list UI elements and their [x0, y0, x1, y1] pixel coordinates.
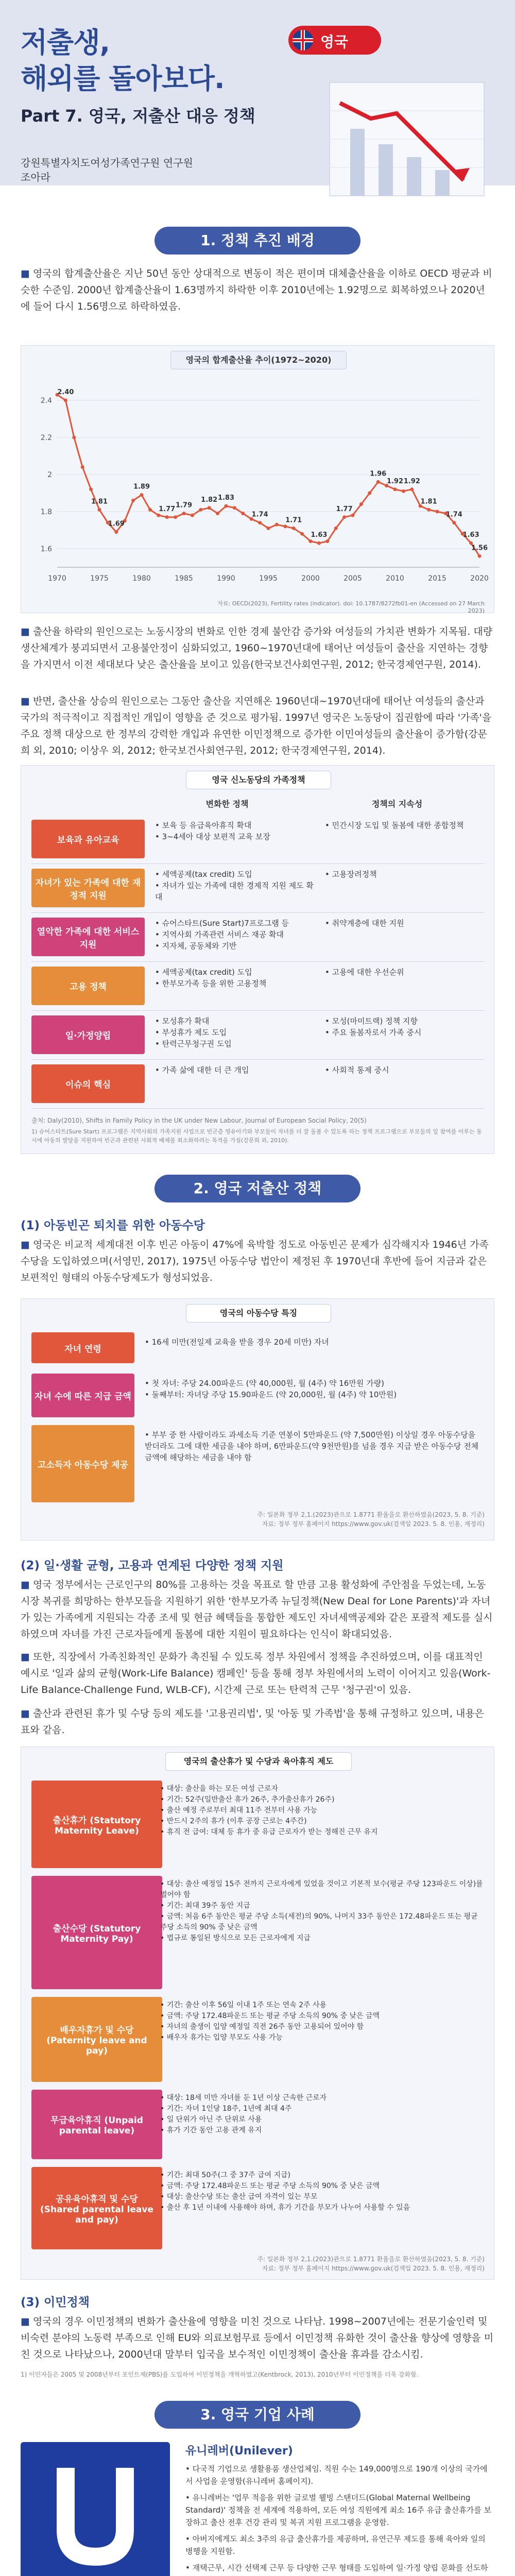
data-point — [241, 512, 245, 515]
x-tick-label: 2015 — [428, 574, 447, 583]
data-point — [81, 465, 84, 469]
table3-row-text: • 대상: 출산 예정일 15주 전까지 근로자에게 있었을 것이고 기본적 보수(평균 주당 123파운드 이상)를 벌어야 함 • 기간: 최대 39주 동안 지급 • 금액: 처음 6주 동안은 평균 주당 소득(세전)의 90%, 나머지 33주 동안은 172.48파운드 또는 평균 주당 소득의 90% 중 낮은 금액 • 법규로 통일된 방식으로 모든 근로자에게 지급 — [160, 1880, 483, 1942]
data-point — [208, 506, 211, 510]
data-point — [225, 504, 228, 508]
data-point — [393, 487, 397, 491]
x-tick-label: 1970 — [48, 574, 66, 583]
company-bullet-item: • 유니레버는 '업무 적응을 위한 글로벌 웰빙 스탠더드(Global Maternal Wellbeing Standard)' 정책을 전 세계에 적용하여, 모든 여성 직원에게 최소 16주 유급 출산휴가를 보장하고 출산 전후 건강 관리 및 복귀 지원 프로그램을 운영함. — [185, 2493, 491, 2527]
chart-title: 영국의 합계출산율 추이(1972~2020) — [170, 351, 347, 369]
data-point — [436, 510, 439, 514]
child-benefit-table — [21, 1298, 494, 1540]
data-point — [258, 521, 262, 524]
author-organization: 강원특별자치도여성가족연구원 연구원 — [21, 157, 193, 169]
section2-subtitle-3: (3) 이민정책 — [21, 2296, 90, 2309]
x-tick-label: 2020 — [470, 574, 489, 583]
data-point — [292, 527, 296, 530]
table1-changed-cell: • 슈어스타트(Sure Start)7프로그램 등 • 지역사회 가족관련 서비스 재공 확대 • 지자체, 공동체와 기반 — [155, 919, 289, 951]
data-point — [478, 554, 482, 558]
data-point — [410, 487, 414, 491]
x-tick-label: 1975 — [90, 574, 109, 583]
table3-source: 주: 일본화 정부 2,1.(2023)관으로 1.8771 환율을로 환산하였음(2023, 5. 8. 기준) 자료: 정부 정부 홈페이지 https://www.gov.uk(검색일 2023. 5. 8. 인용, 재정리) — [257, 2256, 485, 2272]
data-label: 1.82 — [201, 496, 218, 504]
table1-continued-cell: • 고용에 대한 우선순위 — [325, 968, 404, 977]
data-label: 1.63 — [462, 531, 479, 539]
company-bullet-item: • 재택근무, 시간 선택제 근무 등 다양한 근무 형태를 도입하여 일·가정 양립 문화를 선도하 — [185, 2563, 488, 2572]
leave-and-pay-table — [21, 1747, 494, 2280]
data-point — [300, 532, 304, 536]
data-point — [72, 436, 76, 439]
fertility-line-chart — [21, 345, 494, 613]
data-point — [351, 514, 355, 517]
table1-row-label: 일·가정양립 — [31, 1015, 145, 1054]
table3-row-text: • 대상: 18세 미만 자녀를 둔 1년 이상 근속한 근로자 • 기간: 자녀 1인당 18주, 1년에 최대 4주 • 일 단위가 아닌 주 단위로 사용 • 휴가 기간 동안 고용 관계 유지 — [160, 2094, 327, 2134]
table1-row-label: 고용 정책 — [31, 967, 145, 1005]
data-point — [325, 539, 329, 543]
table1-row-label: 열악한 가족에 대한 서비스 지원 — [31, 918, 145, 956]
data-point — [283, 524, 287, 528]
data-point — [148, 508, 152, 512]
data-label: 1.92 — [386, 477, 404, 485]
data-point — [199, 508, 202, 512]
table3-title: 영국의 출산휴가 및 수당과 육아휴직 제도 — [165, 1752, 352, 1771]
section2-paragraph-3: ■ 또한, 직장에서 가족친화적인 문화가 촉진될 수 있도록 정부 차원에서 정책을 추진하였으며, 이를 대표적인 예시로 '일과 삶의 균형(Work-Life Balance) 캠페인' 등을 통해 정부 차원에서의 노력이 이어지고 있음(Work-Life Balance-Challenge Fund, WLB-CF), 시간제 근로 또는 탄력적 근무 '청구권'이 있음. — [21, 1651, 491, 1696]
table1-changed-cell: • 세액공제(tax credit) 도입 • 자녀가 있는 가족에 대한 경제적 지원 제도 확대 — [155, 870, 314, 902]
y-tick-label: 2.2 — [40, 434, 52, 442]
table3-row-text: • 기간: 출산 이후 56일 이내 1주 또는 연속 2주 사용 • 금액: 주당 172.48파운드 또는 평균 주당 소득의 90% 중 낮은 금액 • 자녀의 출생이 입양 예정일 직전 26주 동안 고용되어 있어야 함 • 배우자 휴가는 입양 부모도 사용 가능 — [160, 2001, 380, 2042]
data-label: 1.81 — [420, 498, 437, 506]
y-tick-label: 2.4 — [40, 397, 52, 405]
table3-row-label: 출산휴가 (Statutory Maternity Leave) — [31, 1781, 162, 1868]
table1-col-continued: 정책의 지속성 — [371, 799, 423, 809]
data-label: 1.79 — [175, 501, 193, 510]
table2-row-text: • 첫 자녀: 주당 24.00파운드 (약 40,000원, 월 (4주) 약 16만원 가량) • 둘째부터: 자녀당 주당 15.90파운드 (약 20,000원, 월 (4주) 약 10만원) — [145, 1379, 397, 1399]
data-point — [233, 506, 236, 510]
table1-changed-cell: • 모성휴가 확대 • 부성휴가 제도 도입 • 탄력근무청구권 도입 — [155, 1016, 232, 1048]
data-point — [140, 493, 144, 497]
x-tick-label: 2010 — [386, 574, 404, 583]
data-point — [89, 487, 93, 491]
section1-paragraph-2: ■ 출산율 하락의 원인으로는 노동시장의 변화로 인한 경제 불안감 증가와 여성들의 가치관 변화가 지목됨. 대량생산체계가 붕괴되면서 고용불안정이 심화되었고, 1960~1970년대에 태어난 여성들이 출산을 지연하는 경향을 가지면서 이전 세대보다 낮은 출산율을 보이고 있음(한국보건사회연구원, 2012; 한국경제연구원, 2014). — [21, 626, 493, 670]
data-label: 1.63 — [311, 531, 328, 539]
section2-paragraph-2: ■ 영국 정부에서는 근로인구의 80%를 고용하는 것을 목표로 할 만큼 고용 활성화에 주안점을 두었는데, 노동시장 복귀를 희망하는 한부모들을 지원하기 위한 '한부모가족 뉴딜정책(New Deal for Lone Parents)'과 자녀가 있는 가족에게 지원되는 각종 조세 및 현금 혜택들을 통합한 제도인 자녀세액공제와 같은 포괄적 제도를 실시하였으며 자녀를 가진 근로자들에게 돌봄에 대한 지원이 필요하다는 인식이 확대되었음. — [21, 1579, 493, 1640]
data-label: 1.92 — [403, 477, 420, 485]
declining-chart-illustration — [309, 62, 505, 211]
table1-continued-cell: • 고용장려정책 — [325, 870, 377, 879]
table3-row-text: • 기간: 최대 50주(그 중 37주 급여 지급) • 금액: 주당 172.48파운드 또는 평균 주당 소득의 90% 중 낮은 금액 • 대상: 출산수당 또는 출산 급여 자격이 있는 부모 • 출산 후 1년 이내에 사용해야 하며, 휴가 기간을 부모가 나누어 사용할 수 있음 — [160, 2171, 410, 2212]
table3-row-label: 출산수당 (Statutory Maternity Pay) — [31, 1876, 162, 1989]
data-point — [317, 541, 321, 545]
table1-continued-cell: • 취약계층에 대한 지원 — [325, 919, 404, 928]
section2-paragraph-5: ■ 영국의 경우 이민정책의 변화가 출산율에 영향을 미친 것으로 나타남. 1998~2007년에는 전문기술인력 및 비숙련 분야의 노동력 부족으로 인해 EU와 의료보험무료 등에서 이민정책 유화한 것이 출산율 향상에 영향을 미친 것으로 나타났으나, 2000년대 말부터 입국을 보수적인 이민정책이 출산율 휴과를 감소시킴. — [21, 2316, 494, 2360]
section1-paragraph-1: ■ 영국의 합계출산율은 지난 50년 동안 상대적으로 변동이 적은 편이며 대체출산율을 이하로 OECD 평균과 비슷한 수준임. 2000년 합계출산율이 1.63명까지 하락한 이후 2010년에는 1.92명으로 회복하였으나 2020년에 들어 다시 1.56명으로 하락하였음. — [21, 268, 492, 312]
series-title-line2: 해외를 돌아보다. — [21, 62, 225, 95]
data-point — [309, 539, 313, 543]
data-point — [402, 489, 405, 493]
section2-paragraph-4: ■ 출산과 관련된 휴가 및 수당 등의 제도를 '고용권리법', 및 '아동 및 가족법'을 통해 규정하고 있으며, 내용은 표와 같음. — [21, 1708, 485, 1736]
data-label: 1.89 — [133, 483, 150, 491]
table1-row-label: 자녀가 있는 가족에 대한 재정적 지원 — [31, 869, 145, 907]
table2-row-label: 자녀 수에 따른 지급 금액 — [31, 1374, 134, 1417]
country-badge — [288, 26, 381, 55]
data-point — [275, 523, 279, 527]
data-label: 1.74 — [251, 511, 268, 519]
table1-continued-cell: • 민간시장 도입 및 돌봄에 대한 종합정책 — [325, 821, 464, 830]
data-point — [191, 514, 194, 517]
data-point — [182, 512, 186, 515]
family-policy-table — [21, 765, 494, 1154]
data-label: 1.56 — [471, 544, 488, 552]
y-tick-label: 2 — [47, 471, 52, 479]
data-point — [114, 530, 118, 534]
author-name: 조아라 — [21, 171, 50, 183]
data-point — [342, 515, 346, 519]
table3-row-label: 무급육아휴직 (Unpaid parental leave) — [31, 2090, 162, 2159]
table1-note: 1) 슈어스타트(Sure Start) 프로그램은 지역사회의 가족지원 사업으로 빈곤층 영유아기와 부모들이 자녀를 더 잘 돌볼 수 있도록 하는 정책 프로그램으로 부모들의 일 참여를 이루는 동시에 아동의 발달을 지원하여 빈곤과 관련된 사회적 배제를 최소화하려는 목적을 가짐(강문희 외, 2010). — [31, 1128, 482, 1144]
data-point — [267, 527, 270, 530]
table3-row-label: 배우자휴가 및 수당 (Paternity leave and pay) — [31, 1997, 162, 2082]
table1-changed-cell: • 가족 삶에 대한 더 큰 개입 — [155, 1065, 249, 1075]
table1-divider — [31, 912, 485, 913]
y-tick-label: 1.6 — [40, 545, 52, 553]
data-point — [64, 399, 67, 402]
data-point — [452, 521, 456, 524]
data-label: 1.96 — [370, 470, 387, 478]
country-name: 영국 — [320, 33, 349, 50]
data-point — [427, 508, 431, 512]
table2-title: 영국의 아동수당 특징 — [186, 1304, 331, 1323]
section3-title: 3. 영국 기업 사례 — [154, 2401, 360, 2429]
table3-row-label: 공유육아휴직 및 수당 (Shared parental leave and pay) — [31, 2167, 162, 2249]
table1-divider — [31, 1108, 485, 1109]
unilever-logo — [21, 2442, 170, 2576]
data-label: 1.71 — [285, 516, 302, 524]
table1-divider — [31, 961, 485, 962]
section1-paragraph-3: ■ 반면, 출산율 상승의 원인으로는 그동안 출산을 지연해온 1960년대~1970년대에 태어난 여성들의 출산과 국가의 적극적이고 직접적인 개입이 영향을 준 것으로 평가됨. 1997년 영국은 노동당이 집권함에 따라 '가족'을 주요 정책 대상으로 한 정부의 강력한 개입과 유연한 이민정책으로 증가한 이민여성들의 출산율이 증가함(강문희 외, 2010; 이상우 외, 2012; 한국보건사회연구원, 2012; 한국경제연구원, 2014). — [21, 696, 492, 756]
x-tick-label: 1990 — [217, 574, 235, 583]
table1-divider — [31, 1059, 485, 1060]
company-bullet-item: • 다국적 기업으로 생활용품 생산업체임. 직원 수는 149,000명으로 190개 이상의 국가에서 사업을 운영함(유니레버 홈페이지). — [185, 2464, 488, 2486]
data-label: 1.77 — [336, 505, 353, 513]
y-tick-label: 1.8 — [40, 508, 52, 516]
chart-canvas — [21, 346, 495, 614]
data-point — [157, 514, 160, 517]
table3-row-text: • 대상: 출산을 하는 모든 여성 근로자 • 기간: 52주(일반출산 휴가 26주, 추가출산휴가 26주) • 출산 예정 주로부터 최대 11주 전부터 사용 가능 • 반드시 2주의 휴가 (이후 공장 근로는 4주간) • 휴직 전 급여: 대체 등 휴가 중 유급 근로자가 받는 정해진 근무 유지 — [160, 1785, 378, 1836]
data-label: 2.40 — [57, 388, 74, 396]
x-tick-label: 1985 — [175, 574, 193, 583]
data-label: 1.69 — [108, 520, 125, 528]
table1-source: 출처: Daly(2010), Shifts in Family Policy in the UK under New Labour, Journal of European Social Policy, 20(5) — [31, 1117, 367, 1124]
chart-source: 자료: OECD(2023), Fertility rates (indicator). doi: 10.1787/8272fb01-en (Accessed on 27 March 2023) — [217, 600, 485, 614]
data-point — [376, 480, 380, 484]
section2-subtitle-2: (2) 일·생활 균형, 고용과 연계된 다양한 정책 지원 — [21, 1559, 284, 1572]
data-point — [174, 515, 177, 519]
table1-divider — [31, 863, 485, 864]
data-point — [131, 499, 135, 502]
table2-source: 주: 일본화 정부 2,1.(2023)관으로 1.8771 환율을로 환산하였음(2023, 5. 8. 기준) 자료: 정부 정부 홈페이지 https://www.gov.uk(검색일 2023. 5. 8. 인용, 재정리) — [257, 1511, 485, 1528]
section2-footnote: 1) 이민자들은 2005 및 2008년부터 포인트제(PBS)를 도입하여 이민정책을 개혁하였고(Kentbrock, 2013), 2010년부터 이민정책을 더욱 강화함. — [21, 2371, 419, 2378]
unilever-u-icon — [21, 2442, 170, 2576]
table1-title: 영국 신노동당의 가족정책 — [186, 771, 331, 789]
section2-title: 2. 영국 저출산 정책 — [154, 1175, 360, 1202]
table2-row-text: • 16세 미만(전일제 교육을 받을 경우 20세 미만) 자녀 — [145, 1337, 329, 1347]
table2-row-text: • 부부 중 한 사람이라도 과세소득 기준 연봉이 5만파운드 (약 7,500만원) 이상일 경우 아동수당을 받더라도 그에 대한 세금을 내야 하며, 6만파운드(약 9천만원)를 넘을 경우 지급 받은 아동수당 전체금액에 해당하는 세금을 내야 함 — [145, 1430, 479, 1462]
header — [0, 0, 515, 216]
data-point — [368, 492, 371, 495]
table1-continued-cell: • 모성(마미트랙) 정책 지향 • 주요 돌봄자로서 가족 중시 — [325, 1016, 422, 1037]
series-title-line1: 저출생, — [21, 26, 110, 59]
data-point — [334, 527, 338, 530]
table1-col-changed: 변화한 정책 — [205, 799, 249, 809]
company-name: 유니레버(Unilever) — [185, 2445, 293, 2458]
uk-flag-icon — [293, 30, 313, 50]
data-label: 1.83 — [217, 494, 235, 502]
section2-paragraph-1: ■ 영국은 비교적 세계대전 이후 빈곤 아동이 47%에 육박할 정도로 아동빈곤 문제가 심각해지자 1946년 가족수당을 도입하였으며(서영민, 2017), 1975년 아동수당 법안이 제정된 후 1970년대 후반에 들어 지금과 같은 보편적인 형태의 아동수당제도가 형성되었음. — [21, 1239, 489, 1283]
part-title: Part 7. 영국, 저출산 대응 정책 — [21, 106, 255, 126]
data-point — [98, 508, 101, 512]
table1-row-label: 보육과 유아교육 — [31, 820, 145, 858]
section1-title: 1. 정책 추진 배경 — [154, 227, 360, 255]
data-point — [165, 515, 169, 519]
series-line — [57, 395, 479, 556]
table1-continued-cell: • 사회적 통제 중시 — [325, 1065, 389, 1075]
data-point — [359, 502, 363, 506]
data-label: 1.81 — [91, 498, 108, 506]
x-tick-label: 1995 — [259, 574, 278, 583]
table1-divider — [31, 1010, 485, 1011]
table1-changed-cell: • 보육 등 유급육아휴직 확대 • 3~4세아 대상 보편적 교육 보장 — [155, 821, 270, 841]
table1-row-label: 이슈의 핵심 — [31, 1064, 145, 1103]
company-bullets — [185, 2463, 494, 2576]
x-tick-label: 2005 — [344, 574, 362, 583]
data-point — [216, 512, 219, 515]
table2-row-label: 자녀 연령 — [31, 1332, 134, 1363]
company-bullet-item: • 아버지에게도 최소 3주의 유급 출산휴가를 제공하며, 유연근무 제도를 통해 육아와 일의 병행을 지원함. — [185, 2534, 486, 2556]
data-label: 1.74 — [445, 511, 462, 519]
x-tick-label: 1980 — [132, 574, 151, 583]
x-tick-label: 2000 — [301, 574, 320, 583]
table1-changed-cell: • 세액공제(tax credit) 도입 • 한부모가족 등을 위한 고용정책 — [155, 968, 267, 988]
data-label: 1.77 — [159, 505, 176, 513]
section2-subtitle-1: (1) 아동빈곤 퇴치를 위한 아동수당 — [21, 1219, 205, 1232]
table2-row-label: 고소득자 아동수당 제공 — [31, 1425, 134, 1502]
